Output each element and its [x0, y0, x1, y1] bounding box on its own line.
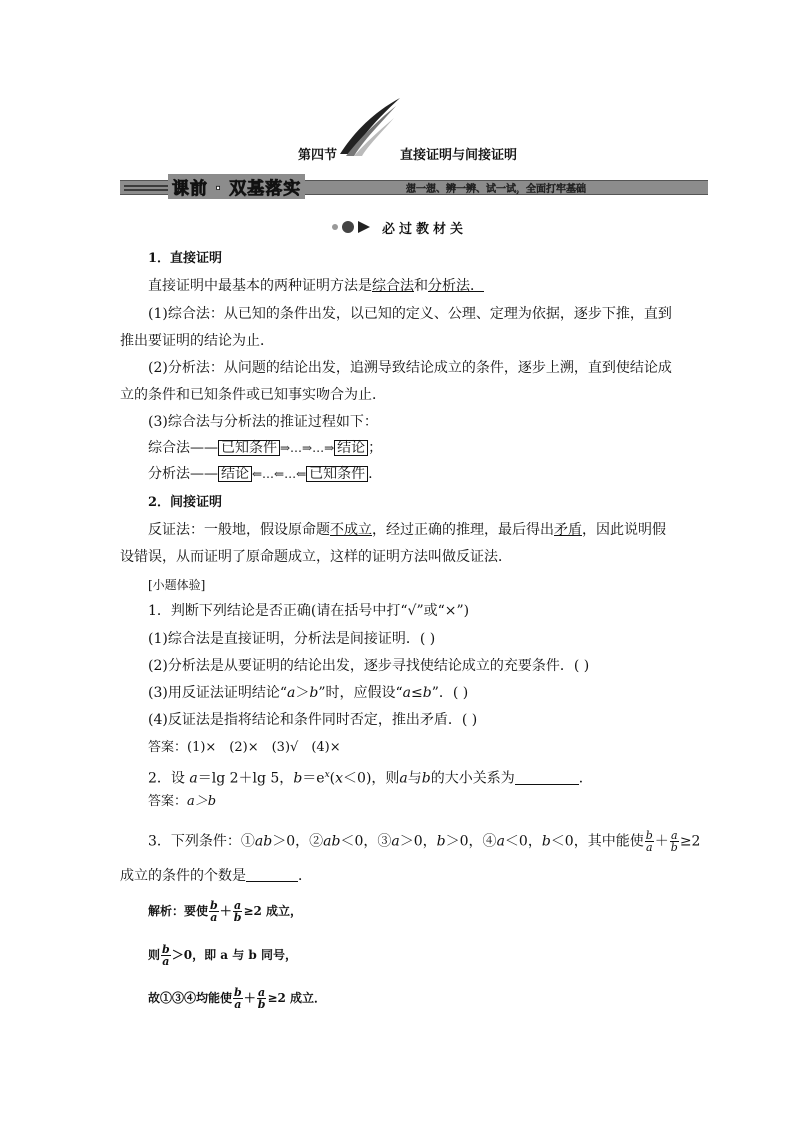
dots-icon [330, 220, 380, 234]
text: ＜0， [504, 833, 542, 850]
fraction-a-over-b [233, 900, 243, 923]
text: ＞0， [399, 833, 437, 850]
answer-blank [515, 770, 579, 785]
blank-answer-analysis: 分析法 [428, 278, 470, 294]
text: ，因此说明假 [582, 522, 666, 538]
banner-title: 课前 · 双基落实 [168, 174, 305, 199]
text: ＋ [654, 833, 669, 850]
blank-answer-not-hold: 不成立 [330, 522, 372, 538]
text: ≥2 [679, 833, 701, 850]
paragraph-synthesis-line1: (1)综合法：从已知的条件出发，以已知的定义、公理、定理为依据，逐步下推，直到 [148, 306, 672, 322]
text: ＜0，③ [340, 833, 392, 850]
text: 分析法—— [148, 466, 218, 482]
var: ab [323, 833, 341, 850]
var: a [391, 833, 400, 850]
paragraph-contradiction-line2: 设错误，从而证明了原命题成立，这样的证明方法叫做反证法． [120, 549, 512, 565]
sub-banner [330, 218, 500, 236]
numerator: b [162, 943, 170, 956]
text: ； [368, 440, 383, 456]
text: ． [470, 278, 484, 294]
arrow-chain: ⇐…⇐…⇐ [252, 467, 307, 481]
arrow-chain: ⇒…⇒…⇒ [280, 441, 335, 455]
sub-title: 必过教材关 [382, 222, 468, 237]
text: ＋ [243, 991, 256, 1005]
text: 3．下列条件：① [148, 833, 255, 850]
question-1-item-2: (2)分析法是从要证明的结论出发，逐步寻找使结论成立的充要条件．( ) [148, 658, 590, 674]
paragraph-contradiction-line1 [148, 520, 666, 540]
banner-subtitle: 想一想、辨一辨、试一试，全面打牢基础 [406, 184, 586, 195]
var: b [293, 770, 303, 787]
text: ＝e [302, 770, 325, 787]
numerator: b [234, 986, 242, 999]
question-2 [148, 765, 593, 789]
text: ＞ [295, 685, 310, 701]
var: a [399, 770, 408, 787]
text: 的大小关系为 [430, 770, 515, 787]
numerator: a [234, 899, 242, 912]
numerator: b [645, 829, 653, 842]
heading-indirect-proof: 2．间接证明 [148, 495, 223, 510]
text: ＝lg 2＋lg 5， [197, 770, 294, 787]
text: 反证法：一般地，假设原命题 [148, 522, 330, 538]
heading-direct-proof: 1．直接证明 [148, 251, 223, 266]
var: a [496, 833, 505, 850]
fraction-a-over-b [257, 987, 267, 1010]
var: a [287, 685, 296, 701]
paragraph-analysis-line2: 立的条件和已知条件或已知事实吻合为止． [120, 387, 386, 403]
text: . [368, 466, 373, 482]
var: a [402, 685, 412, 701]
banner-stripes-icon [124, 176, 170, 198]
text: 综合法—— [148, 440, 218, 456]
paragraph-process: (3)综合法与分析法的推证过程如下： [148, 414, 378, 430]
paragraph-analysis-line1: (2)分析法：从问题的结论出发，追溯导致结论成立的条件，逐步上溯，直到使结论成 [148, 360, 672, 376]
var: ab [254, 833, 273, 850]
text: ＋ [219, 904, 232, 918]
denominator: a [162, 955, 170, 968]
var: b [541, 833, 551, 850]
blank-answer-contradiction: 矛盾 [554, 522, 582, 538]
synthesis-flow [148, 438, 382, 458]
fraction-a-over-b [670, 830, 679, 853]
answer-value: a＞b [187, 794, 217, 809]
box-conclusion: 结论 [334, 440, 368, 456]
numerator: b [210, 899, 218, 912]
box-known-conditions: 已知条件 [306, 466, 368, 482]
denominator: b [670, 841, 678, 854]
text: 故①③④均能使 [148, 991, 233, 1005]
text: 和 [414, 278, 428, 294]
section-number: 第四节 [298, 148, 338, 163]
answer-blank [246, 867, 298, 882]
question-1-item-3 [148, 683, 468, 703]
text: ＞0，④ [445, 833, 497, 850]
fraction-b-over-a [161, 944, 171, 967]
var: x [335, 770, 344, 787]
question-1-item-1: (1)综合法是直接证明，分析法是间接证明．( ) [148, 631, 436, 647]
numerator: a [258, 986, 266, 999]
text: ＞0，② [272, 833, 324, 850]
text: 答案： [148, 794, 188, 809]
text: ． [578, 770, 593, 787]
swoosh-decoration-icon [336, 96, 402, 158]
paragraph-basic-methods [148, 276, 484, 296]
answer-2 [148, 792, 216, 812]
text: ＜0，其中能使 [550, 833, 644, 850]
text: 成立的条件的个数是 [120, 868, 246, 884]
var: b [309, 685, 319, 701]
text: ”时，应假设“ [318, 685, 403, 701]
text: 2．设 [148, 770, 190, 787]
var: a [189, 770, 198, 787]
section-banner [120, 176, 708, 198]
numerator: a [671, 829, 678, 842]
text: ( [329, 770, 336, 787]
paragraph-synthesis-line2: 推出要证明的结论为止． [120, 333, 274, 349]
question-1: 1．判断下列结论是否正确(请在括号中打“√”或“×”) [148, 603, 470, 619]
denominator: b [257, 998, 266, 1011]
text: ＞0，即 a 与 b 同号， [171, 948, 297, 962]
var: b [422, 685, 432, 701]
text: ＜0)，则 [343, 770, 400, 787]
text: ≤ [411, 685, 423, 701]
text: ≥2 成立， [243, 904, 303, 918]
denominator: a [210, 911, 218, 924]
box-known-conditions: 已知条件 [218, 440, 280, 456]
question-3-line2 [120, 866, 312, 886]
denominator: a [645, 841, 653, 854]
solution-line1 [148, 900, 302, 923]
var: b [421, 770, 431, 787]
fraction-b-over-a [209, 900, 219, 923]
solution-line3 [148, 987, 326, 1010]
page-title: 直接证明与间接证明 [400, 148, 518, 163]
analysis-flow [148, 464, 373, 484]
var: x [324, 770, 330, 780]
answer-1: 答案：(1)× (2)× (3)√ (4)× [148, 740, 341, 755]
text: ≥2 成立． [267, 991, 327, 1005]
question-1-item-4: (4)反证法是指将结论和条件同时否定，推出矛盾．( ) [148, 712, 478, 728]
var: b [436, 833, 446, 850]
text: 与 [407, 770, 422, 787]
text: ，经过正确的推理，最后得出 [372, 522, 554, 538]
denominator: a [234, 998, 242, 1011]
question-3-line1 [148, 830, 700, 853]
text: 直接证明中最基本的两种证明方法是 [148, 278, 372, 294]
text: ”．( ) [431, 685, 469, 701]
tag-small-practice: [小题体验] [148, 578, 206, 592]
text: ． [298, 868, 312, 884]
blank-answer-synthesis: 综合法 [372, 278, 414, 294]
text: 解析：要使 [148, 904, 209, 918]
text: 则 [148, 948, 161, 962]
box-conclusion: 结论 [218, 466, 252, 482]
text: (3)用反证法证明结论“ [148, 685, 287, 701]
solution-line2 [148, 944, 297, 967]
fraction-b-over-a [233, 987, 243, 1010]
fraction-b-over-a [645, 830, 654, 853]
denominator: b [233, 911, 242, 924]
